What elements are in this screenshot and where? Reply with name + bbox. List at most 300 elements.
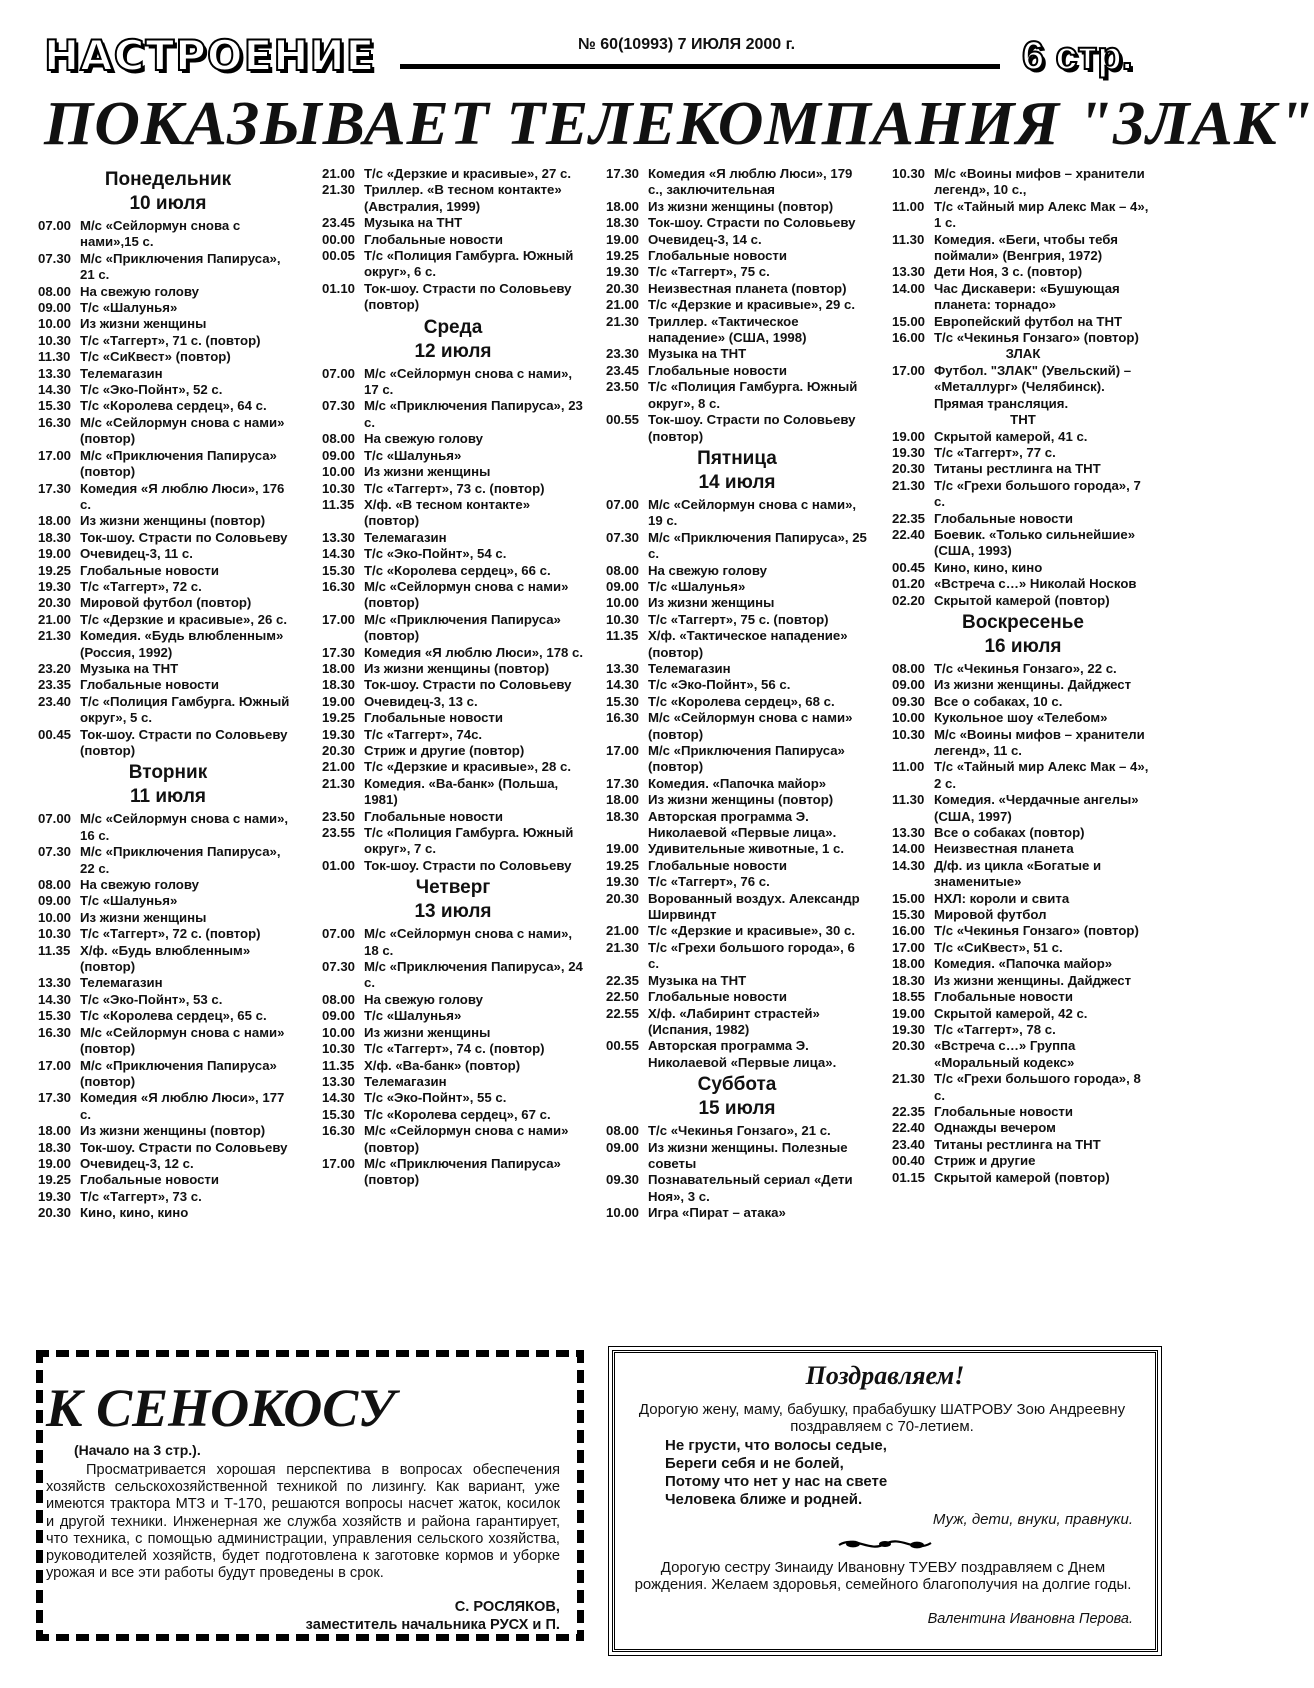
schedule-entry xyxy=(38,1205,298,1221)
day-heading: Среда xyxy=(423,316,483,338)
entry-time: 18.00 xyxy=(322,660,356,676)
schedule-entry xyxy=(606,314,868,347)
entry-program: «Встреча с…» Николай Носков xyxy=(934,576,1137,592)
entry-program: Из жизни женщины xyxy=(364,464,491,480)
entry-time: 18.00 xyxy=(606,198,640,214)
entry-time: 10.00 xyxy=(38,316,72,332)
entry-program: Т/с «Таггерт», 74с. xyxy=(364,726,483,742)
border-bottom xyxy=(36,1634,584,1641)
schedule-entry xyxy=(38,1123,298,1139)
schedule-entry xyxy=(38,579,298,595)
entry-program: Комедия. «Ва-банк» (Польша, 1981) xyxy=(364,775,559,808)
entry-program: Однажды вечером xyxy=(934,1120,1056,1136)
schedule-entry xyxy=(892,1137,1154,1153)
entry-program: Глобальные новости xyxy=(80,1172,220,1188)
schedule-entry xyxy=(38,481,298,514)
schedule-entry xyxy=(38,1058,298,1091)
article-subtitle: (Начало на 3 стр.). xyxy=(74,1442,201,1458)
entry-program: Ток-шоу. Страсти по Соловьеву xyxy=(80,529,288,545)
entry-program: Глобальные новости xyxy=(364,808,504,824)
schedule-entry xyxy=(892,1022,1154,1038)
entry-time: 11.35 xyxy=(38,942,71,958)
entry-time: 10.30 xyxy=(606,611,640,627)
schedule-entry xyxy=(892,1038,1154,1071)
schedule-entry xyxy=(38,366,298,382)
schedule-entry xyxy=(38,727,298,760)
entry-time: 19.25 xyxy=(606,248,640,264)
entry-program: М/с «Приключения Папируса», 24 с. xyxy=(364,959,583,991)
entry-time: 20.30 xyxy=(322,743,356,758)
entry-program: М/с «Приключения Папируса», 22 с. xyxy=(80,844,281,876)
entry-program: Т/с «Тайный мир Алекс Мак – 4», 1 с. xyxy=(934,198,1149,231)
congratulations-box xyxy=(612,1350,1158,1652)
day-date: 15 июля xyxy=(698,1098,776,1120)
schedule-entry xyxy=(38,300,298,316)
entry-program: Глобальные новости xyxy=(364,710,504,726)
schedule-entry xyxy=(322,546,584,562)
entry-time: 19.00 xyxy=(892,428,926,444)
schedule-entry xyxy=(606,841,868,857)
entry-program: Неизвестная планета (повтор) xyxy=(648,280,847,296)
entry-time: 22.40 xyxy=(892,1120,926,1136)
entry-time: 10.30 xyxy=(38,926,72,942)
entry-program: М/с «Приключения Папируса» (повтор) xyxy=(364,611,561,644)
entry-time: 09.30 xyxy=(892,693,926,709)
entry-time: 15.30 xyxy=(38,398,72,414)
schedule-entry xyxy=(322,215,584,231)
entry-time: 20.30 xyxy=(38,1205,72,1221)
entry-program: На свежую голову xyxy=(80,283,199,299)
entry-time: 08.00 xyxy=(892,660,926,676)
schedule-entry xyxy=(606,710,868,743)
schedule-entry xyxy=(606,579,868,595)
entry-time: 23.35 xyxy=(38,677,72,693)
entry-program: М/с «Сейлормун снова с нами» (повтор) xyxy=(80,1024,285,1057)
entry-time: 23.50 xyxy=(606,379,640,395)
schedule-entry xyxy=(322,248,584,281)
entry-time: 19.30 xyxy=(892,444,926,460)
entry-program: Стриж и другие xyxy=(934,1153,1036,1169)
entry-time: 00.45 xyxy=(892,559,926,575)
entry-program: Мировой футбол (повтор) xyxy=(80,595,252,611)
entry-program: Т/с «Таггерт», 78 с. xyxy=(934,1021,1056,1037)
schedule-entry xyxy=(606,1172,868,1205)
entry-program: Глобальные новости xyxy=(80,562,220,578)
entry-time: 00.55 xyxy=(606,1038,640,1054)
schedule-entry xyxy=(606,166,868,199)
entry-time: 08.00 xyxy=(322,431,356,447)
entry-time: 23.45 xyxy=(322,215,356,231)
article-haymaking xyxy=(36,1350,584,1642)
schedule-entry xyxy=(606,743,868,776)
day-heading: Суббота xyxy=(697,1074,777,1096)
entry-program: Т/с «Таггерт», 73 с. (повтор) xyxy=(364,480,545,496)
entry-time: 16.30 xyxy=(322,578,356,594)
entry-program: Глобальные новости xyxy=(934,510,1074,526)
entry-time: 21.00 xyxy=(38,611,72,627)
entry-time: 18.00 xyxy=(38,513,72,529)
entry-time: 01.20 xyxy=(892,576,926,592)
entry-program: Из жизни женщины xyxy=(80,909,207,925)
entry-program: Т/с «Грехи большого города», 7 с. xyxy=(934,477,1141,510)
schedule-entry xyxy=(606,776,868,792)
entry-program: М/с «Сейлормун снова с нами» (повтор) xyxy=(364,1123,569,1155)
entry-program: Ток-шоу. Страсти по Соловьеву xyxy=(648,215,856,231)
entry-program: Т/с «Дерзкие и красивые», 27 с. xyxy=(364,166,571,181)
poem-line: Береги себя и не болей, xyxy=(665,1455,844,1472)
entry-time: 15.30 xyxy=(322,562,356,578)
entry-program: Комедия. «Беги, чтобы тебя поймали» (Венгрия, 1972) xyxy=(934,231,1118,264)
entry-program: Авторская программа Э. Николаевой «Первые лица». xyxy=(648,808,837,841)
entry-time: 07.00 xyxy=(38,218,72,233)
entry-program: Ток-шоу. Страсти по Соловьеву xyxy=(364,857,572,873)
entry-time: 10.00 xyxy=(606,1205,640,1221)
entry-program: Т/с «Тайный мир Алекс Мак – 4», 2 с. xyxy=(934,759,1149,791)
schedule-entry xyxy=(322,809,584,825)
entry-time: 22.40 xyxy=(892,526,926,542)
entry-program: Комедия «Я люблю Люси», 176 с. xyxy=(80,480,285,512)
entry-program: Т/с «Королева сердец», 64 с. xyxy=(80,398,267,414)
schedule-entry xyxy=(606,677,868,693)
schedule-entry xyxy=(38,513,298,529)
entry-time: 20.30 xyxy=(38,595,72,611)
entry-program: Х/ф. «Будь влюбленным» (повтор) xyxy=(80,942,251,975)
schedule-entry xyxy=(322,1107,584,1123)
schedule-entry xyxy=(606,530,868,563)
schedule-entry xyxy=(892,330,1154,346)
entry-program: Титаны рестлинга на ТНТ xyxy=(934,1136,1101,1152)
schedule-entry xyxy=(606,595,868,611)
entry-program: Т/с «Эко-Пойнт», 55 с. xyxy=(364,1090,507,1106)
entry-time: 14.30 xyxy=(322,1090,356,1106)
schedule-entry xyxy=(892,825,1154,841)
schedule-entry xyxy=(322,579,584,612)
entry-time: 22.35 xyxy=(892,510,926,526)
schedule-column-2 xyxy=(322,166,584,1326)
entry-time: 09.00 xyxy=(38,893,72,909)
entry-time: 01.10 xyxy=(322,280,356,296)
entry-time: 18.55 xyxy=(892,989,926,1005)
entry-time: 19.00 xyxy=(606,231,640,247)
entry-program: Из жизни женщины. Полезные советы xyxy=(648,1139,848,1171)
entry-time: 16.30 xyxy=(38,414,72,430)
schedule-entry xyxy=(38,1189,298,1205)
entry-program: Из жизни женщины (повтор) xyxy=(648,792,834,808)
entry-time: 13.30 xyxy=(322,529,356,545)
entry-time: 13.30 xyxy=(38,975,72,991)
schedule-entry xyxy=(322,694,584,710)
schedule-entry xyxy=(892,973,1154,989)
congrats-poem xyxy=(665,1437,887,1509)
entry-program: На свежую голову xyxy=(80,877,199,893)
entry-program: Все о собаках (повтор) xyxy=(934,825,1085,841)
schedule-entry xyxy=(606,973,868,989)
entry-time: 17.00 xyxy=(38,447,72,463)
entry-time: 13.30 xyxy=(38,365,72,381)
entry-time: 17.30 xyxy=(606,775,640,791)
schedule-entry xyxy=(892,1104,1154,1120)
entry-program: Х/ф. «Ва-банк» (повтор) xyxy=(364,1057,521,1073)
entry-time: 09.00 xyxy=(38,300,72,316)
entry-program: Комедия. «Папочка майор» xyxy=(934,956,1113,972)
entry-time: 17.30 xyxy=(38,1090,72,1106)
schedule-entry xyxy=(322,398,584,431)
schedule-entry xyxy=(892,1170,1154,1186)
entry-program: Т/с «Королева сердец», 65 с. xyxy=(80,1008,267,1024)
entry-program: Кукольное шоу «Телебом» xyxy=(934,710,1108,726)
schedule-entry xyxy=(38,546,298,562)
schedule-entry xyxy=(606,215,868,231)
channel-label: ТНТ xyxy=(1010,412,1036,428)
entry-program: Музыка на ТНТ xyxy=(648,972,747,988)
schedule-entry xyxy=(322,727,584,743)
entry-time: 18.00 xyxy=(38,1123,72,1139)
entry-time: 19.00 xyxy=(38,546,72,562)
entry-time: 17.00 xyxy=(892,939,926,955)
entry-program: Т/с «Шалунья» xyxy=(80,893,178,909)
entry-program: Час Дискавери: «Бушующая планета: торнадо» xyxy=(934,280,1120,313)
schedule-entry xyxy=(606,1140,868,1173)
schedule-entry xyxy=(38,943,298,976)
entry-program: Т/с «Грехи большого города», 6 с. xyxy=(648,939,855,972)
schedule-entry xyxy=(606,858,868,874)
entry-time: 19.25 xyxy=(38,1172,72,1188)
entry-program: Ток-шоу. Страсти по Соловьеву xyxy=(364,677,572,693)
entry-program: М/с «Сейлормун снова с нами» (повтор) xyxy=(364,578,569,611)
entry-time: 00.55 xyxy=(606,412,640,428)
entry-program: Музыка на ТНТ xyxy=(648,346,747,362)
entry-time: 18.30 xyxy=(606,808,640,824)
schedule-entry xyxy=(322,182,584,215)
entry-program: Т/с «Королева сердец», 67 с. xyxy=(364,1106,551,1122)
entry-time: 00.45 xyxy=(38,726,72,742)
entry-program: Т/с «Таггерт», 77 с. xyxy=(934,444,1056,460)
entry-time: 08.00 xyxy=(322,991,356,1007)
entry-program: Т/с «Полиция Гамбурга. Южный округ», 6 с. xyxy=(364,248,574,280)
entry-program: Т/с «Эко-Пойнт», 54 с. xyxy=(364,546,507,562)
entry-program: Глобальные новости xyxy=(648,248,788,264)
poem-line: Потому что нет у нас на свете xyxy=(665,1473,888,1490)
border-left xyxy=(36,1350,43,1640)
poem-line: Человека ближе и родней. xyxy=(665,1491,863,1508)
entry-time: 13.30 xyxy=(892,825,926,841)
schedule-entry xyxy=(38,1025,298,1058)
schedule-entry xyxy=(322,1156,584,1189)
schedule-entry xyxy=(606,940,868,973)
entry-time: 10.30 xyxy=(38,332,72,348)
schedule-entry xyxy=(322,448,584,464)
schedule-entry xyxy=(38,333,298,349)
entry-time: 11.30 xyxy=(38,349,71,365)
entry-program: М/с «Сейлормун снова с нами», 16 с. xyxy=(80,811,289,843)
schedule-entry xyxy=(892,989,1154,1005)
entry-program: Т/с «Дерзкие и красивые», 29 с. xyxy=(648,297,855,313)
entry-program: Т/с «Дерзкие и красивые», 30 с. xyxy=(648,923,855,939)
schedule-entry xyxy=(892,429,1154,445)
entry-program: Скрытой камерой, 42 с. xyxy=(934,1005,1088,1021)
entry-program: Кино, кино, кино xyxy=(80,1205,189,1221)
entry-time: 10.00 xyxy=(38,909,72,925)
entry-time: 13.30 xyxy=(322,1073,356,1089)
entry-time: 10.00 xyxy=(322,464,356,480)
entry-program: Комедия. «Папочка майор» xyxy=(648,775,827,791)
schedule-entry xyxy=(322,1025,584,1041)
schedule-entry xyxy=(322,1058,584,1074)
schedule-entry xyxy=(892,923,1154,939)
entry-time: 08.00 xyxy=(38,283,72,299)
schedule-entry xyxy=(606,232,868,248)
entry-program: М/с «Сейлормун снова с нами»,15 с. xyxy=(80,218,241,250)
schedule-entry xyxy=(322,481,584,497)
entry-time: 14.00 xyxy=(892,841,926,857)
schedule-entry xyxy=(892,199,1154,232)
entry-program: Триллер. «В тесном контакте» (Австралия, 1999) xyxy=(364,182,562,214)
entry-time: 15.30 xyxy=(606,693,640,709)
entry-program: Т/с «Чекинья Гонзаго» (повтор) xyxy=(934,330,1139,346)
entry-time: 21.30 xyxy=(322,182,356,198)
header-rule xyxy=(400,64,1000,69)
schedule-entry xyxy=(606,612,868,628)
entry-time: 09.00 xyxy=(322,1008,356,1024)
schedule-entry xyxy=(606,563,868,579)
entry-program: Т/с «Полиция Гамбурга. Южный округ», 8 с. xyxy=(648,379,858,411)
schedule-entry xyxy=(892,1071,1154,1104)
entry-program: Т/с «Грехи большого города», 8 с. xyxy=(934,1071,1141,1103)
schedule-entry xyxy=(892,363,1154,412)
entry-time: 11.35 xyxy=(322,496,355,512)
border-top xyxy=(36,1350,584,1357)
entry-program: Из жизни женщины xyxy=(80,316,207,332)
schedule-entry xyxy=(606,248,868,264)
entry-program: Удивительные животные, 1 с. xyxy=(648,841,845,857)
schedule-entry xyxy=(322,563,584,579)
schedule-entry xyxy=(322,776,584,809)
entry-time: 10.30 xyxy=(892,166,926,181)
schedule-entry xyxy=(322,858,584,874)
article-author: С. РОСЛЯКОВ, xyxy=(454,1599,560,1615)
entry-program: Стриж и другие (повтор) xyxy=(364,743,525,758)
entry-program: Х/ф. «Лабиринт страстей» (Испания, 1982) xyxy=(648,1005,820,1037)
schedule-entry xyxy=(322,1090,584,1106)
schedule-entry xyxy=(38,975,298,991)
page-number: 6 стр. xyxy=(1022,34,1133,78)
entry-time: 07.00 xyxy=(322,365,356,381)
entry-time: 20.30 xyxy=(606,890,640,906)
entry-time: 14.30 xyxy=(38,382,72,398)
entry-time: 21.30 xyxy=(322,775,356,791)
entry-time: 07.00 xyxy=(606,496,640,512)
congrats-message-1: Дорогую жену, маму, бабушку, прабабушку ШАТРОВУ Зою Андреевну поздравляем с 70-летием. xyxy=(638,1401,1126,1435)
schedule-entry xyxy=(38,1156,298,1172)
entry-time: 19.25 xyxy=(38,562,72,578)
schedule-entry xyxy=(892,593,1154,609)
article-signature xyxy=(306,1598,560,1634)
entry-program: Неизвестная планета xyxy=(934,841,1074,857)
entry-program: Очевидец-3, 12 с. xyxy=(80,1155,194,1171)
entry-time: 17.30 xyxy=(322,644,356,660)
day-date: 11 июля xyxy=(130,786,206,808)
entry-program: Музыка на ТНТ xyxy=(80,660,179,676)
schedule-entry xyxy=(322,661,584,677)
entry-program: Глобальные новости xyxy=(80,677,220,693)
schedule-entry xyxy=(606,412,868,445)
article-author-title: заместитель начальника РУСХ и П. xyxy=(305,1617,560,1633)
entry-program: Т/с «Таггерт», 73 с. xyxy=(80,1188,202,1204)
entry-time: 07.30 xyxy=(322,398,356,414)
entry-program: Телемагазин xyxy=(80,365,163,381)
schedule-entry xyxy=(322,992,584,1008)
entry-program: Глобальные новости xyxy=(648,857,788,873)
schedule-entry xyxy=(606,1123,868,1139)
schedule-entry xyxy=(38,349,298,365)
entry-time: 21.30 xyxy=(606,939,640,955)
congrats-title: Поздравляем! xyxy=(805,1361,965,1390)
entry-program: Глобальные новости xyxy=(934,1103,1074,1119)
entry-program: М/с «Сейлормун снова с нами», 17 с. xyxy=(364,365,573,398)
schedule-entry xyxy=(892,858,1154,891)
entry-program: Т/с «Шалунья» xyxy=(364,1008,462,1024)
schedule-entry xyxy=(38,910,298,926)
schedule-entry xyxy=(322,166,584,182)
entry-program: Ток-шоу. Страсти по Соловьеву xyxy=(80,1139,288,1155)
entry-time: 14.30 xyxy=(892,857,926,873)
entry-time: 23.55 xyxy=(322,825,356,841)
schedule-entry xyxy=(892,694,1154,710)
schedule-entry xyxy=(892,445,1154,461)
entry-program: Т/с «Королева сердец», 68 с. xyxy=(648,693,835,709)
entry-time: 20.30 xyxy=(892,1038,926,1054)
entry-time: 15.00 xyxy=(892,890,926,906)
entry-time: 11.30 xyxy=(892,231,925,247)
entry-program: М/с «Приключения Папируса» (повтор) xyxy=(80,1057,277,1089)
entry-time: 08.00 xyxy=(606,1123,640,1139)
schedule-entry xyxy=(892,527,1154,560)
headline: ПОКАЗЫВАЕТ ТЕЛЕКОМПАНИЯ "ЗЛАК" xyxy=(44,90,1314,158)
schedule-entry xyxy=(38,218,298,251)
entry-program: М/с «Сейлормун снова с нами», 19 с. xyxy=(648,496,857,529)
entry-program: Т/с «Таггерт», 75 с. (повтор) xyxy=(648,611,829,627)
poem-line: Не грусти, что волосы седые, xyxy=(665,1437,887,1454)
schedule-entry xyxy=(38,382,298,398)
entry-program: М/с «Приключения Папируса», 21 с. xyxy=(80,250,281,283)
entry-time: 10.30 xyxy=(322,480,356,496)
entry-time: 17.00 xyxy=(322,611,356,627)
entry-time: 22.50 xyxy=(606,989,640,1005)
entry-program: Из жизни женщины (повтор) xyxy=(364,660,550,676)
schedule-entry xyxy=(606,281,868,297)
day-date: 12 июля xyxy=(414,340,492,362)
entry-program: М/с «Приключения Папируса» (повтор) xyxy=(80,447,277,480)
entry-time: 11.00 xyxy=(892,198,925,214)
entry-program: Т/с «Таггерт», 71 с. (повтор) xyxy=(80,332,261,348)
schedule-entry xyxy=(322,1008,584,1024)
entry-program: М/с «Воины мифов – хранители легенд», 10 с., xyxy=(934,166,1145,198)
entry-program: Ворованный воздух. Александр Ширвиндт xyxy=(648,890,860,923)
schedule-entry xyxy=(892,560,1154,576)
entry-time: 00.40 xyxy=(892,1153,926,1169)
entry-time: 18.00 xyxy=(892,956,926,972)
entry-program: Скрытой камерой (повтор) xyxy=(934,1169,1110,1185)
entry-time: 14.30 xyxy=(606,677,640,693)
schedule-entry xyxy=(606,297,868,313)
schedule-entry xyxy=(322,926,584,959)
entry-program: «Встреча с…» Группа «Моральный кодекс» xyxy=(934,1038,1076,1070)
entry-time: 23.50 xyxy=(322,808,356,824)
entry-program: Музыка на ТНТ xyxy=(364,215,463,231)
schedule-entry xyxy=(38,1140,298,1156)
entry-time: 17.00 xyxy=(322,1155,356,1171)
entry-program: Ток-шоу. Страсти по Соловьеву (повтор) xyxy=(80,726,288,758)
